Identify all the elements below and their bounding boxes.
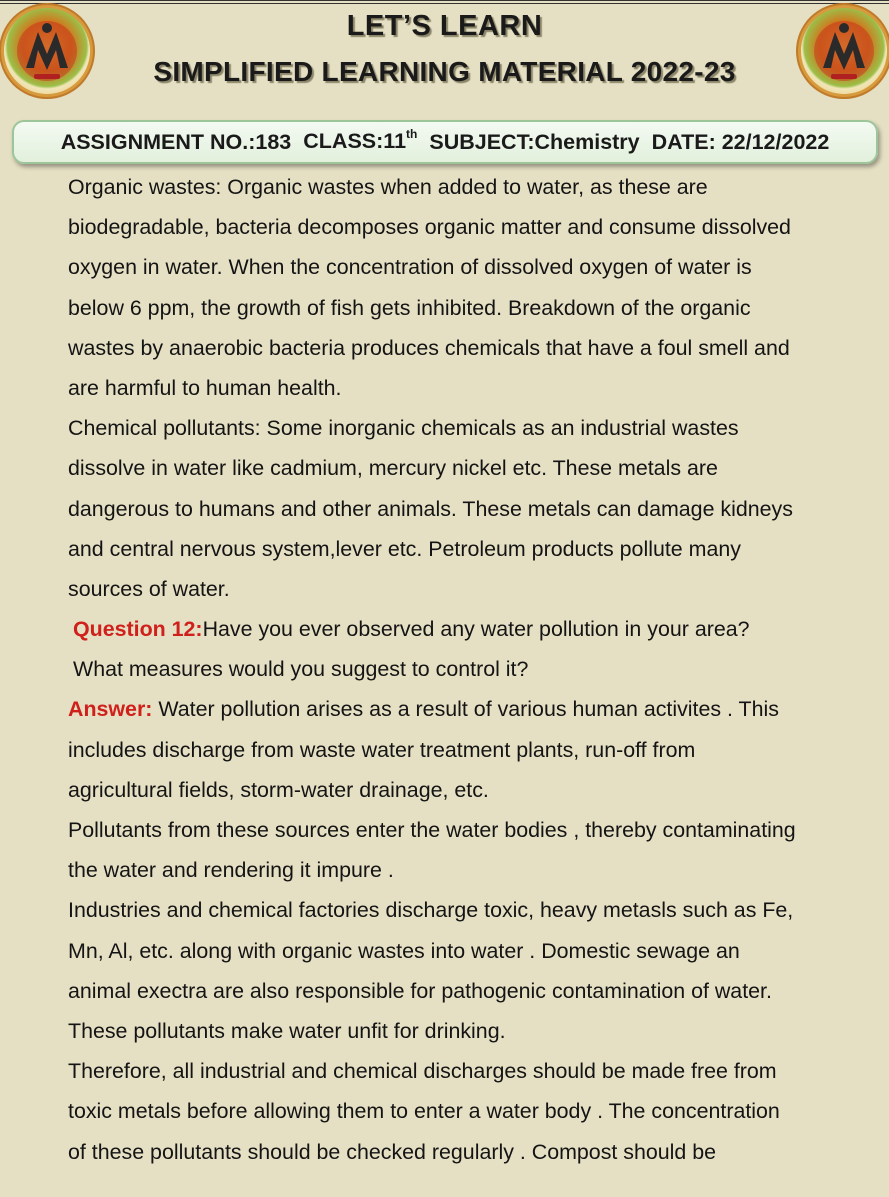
assignment-content	[68, 167, 868, 1172]
answer-block	[68, 689, 868, 810]
chemical-pollutants-paragraph	[68, 408, 868, 609]
organic-wastes-paragraph	[68, 167, 868, 408]
text-line: dissolve in water like cadmium, mercury nickel etc. These metals are	[68, 456, 718, 481]
page-title: LET’S LEARN	[346, 10, 543, 42]
text-line: agricultural fields, storm-water drainage, etc.	[68, 777, 489, 802]
date-label: DATE: 22/12/2022	[651, 129, 830, 154]
text-line: animal exectra are also responsible for pathogenic contamination of water.	[68, 978, 772, 1003]
text-line: of these pollutants should be checked regularly . Compost should be	[68, 1139, 717, 1164]
assignment-number: ASSIGNMENT NO.:183	[60, 129, 292, 154]
text-line: wastes by anaerobic bacteria produces chemicals that have a foul smell and	[68, 335, 790, 360]
text-line: Organic wastes: Organic wastes when added to water, as these are	[68, 175, 708, 199]
answer-line	[68, 689, 868, 729]
industries-paragraph	[68, 890, 868, 1051]
text-line: Pollutants from these sources enter the water bodies , thereby contaminating	[68, 818, 796, 842]
question-line	[68, 609, 868, 649]
question-text: Have you ever observed any water pollution in your area?	[202, 617, 750, 642]
assignment-info-bar	[12, 120, 878, 164]
question-block	[68, 609, 868, 689]
text-line: and central nervous system,lever etc. Petroleum products pollute many	[68, 536, 741, 561]
text-line: dangerous to humans and other animals. These metals can damage kidneys	[68, 496, 793, 521]
answer-label: Answer:	[68, 697, 153, 722]
answer-text: Water pollution arises as a result of various human activites . This	[152, 697, 779, 722]
question-text-continued: What measures would you suggest to control it?	[73, 657, 529, 682]
measures-paragraph	[68, 1051, 868, 1172]
text-line: Mn, Al, etc. along with organic wastes into water . Domestic sewage an	[68, 938, 740, 963]
text-line: sources of water.	[68, 576, 230, 601]
question-label: Question 12:	[73, 617, 203, 642]
text-line: are harmful to human health.	[68, 375, 342, 400]
subject-label: SUBJECT:Chemistry	[429, 129, 640, 154]
text-line: toxic metals before allowing them to enter a water body . The concentration	[68, 1099, 780, 1124]
text-line: the water and rendering it impure .	[68, 858, 394, 883]
pollutants-sources-paragraph	[68, 810, 868, 890]
text-line: Chemical pollutants: Some inorganic chemicals as an industrial wastes	[68, 416, 739, 441]
text-line: Industries and chemical factories discharge toxic, heavy metasls such as Fe,	[68, 898, 794, 923]
class-label: CLASS:11th	[303, 127, 418, 154]
top-border-rule	[0, 0, 889, 4]
text-line: Therefore, all industrial and chemical discharges should be made free from	[68, 1059, 777, 1084]
text-line: biodegradable, bacteria decomposes organic matter and consume dissolved	[68, 215, 791, 240]
page-subtitle: SIMPLIFIED LEARNING MATERIAL 2022-23	[153, 56, 736, 87]
text-line: These pollutants make water unfit for drinking.	[68, 1018, 506, 1043]
text-line: oxygen in water. When the concentration of dissolved oxygen of water is	[68, 255, 752, 280]
text-line: below 6 ppm, the growth of fish gets inhibited. Breakdown of the organic	[68, 295, 751, 320]
text-line: includes discharge from waste water treatment plants, run-off from	[68, 737, 696, 762]
